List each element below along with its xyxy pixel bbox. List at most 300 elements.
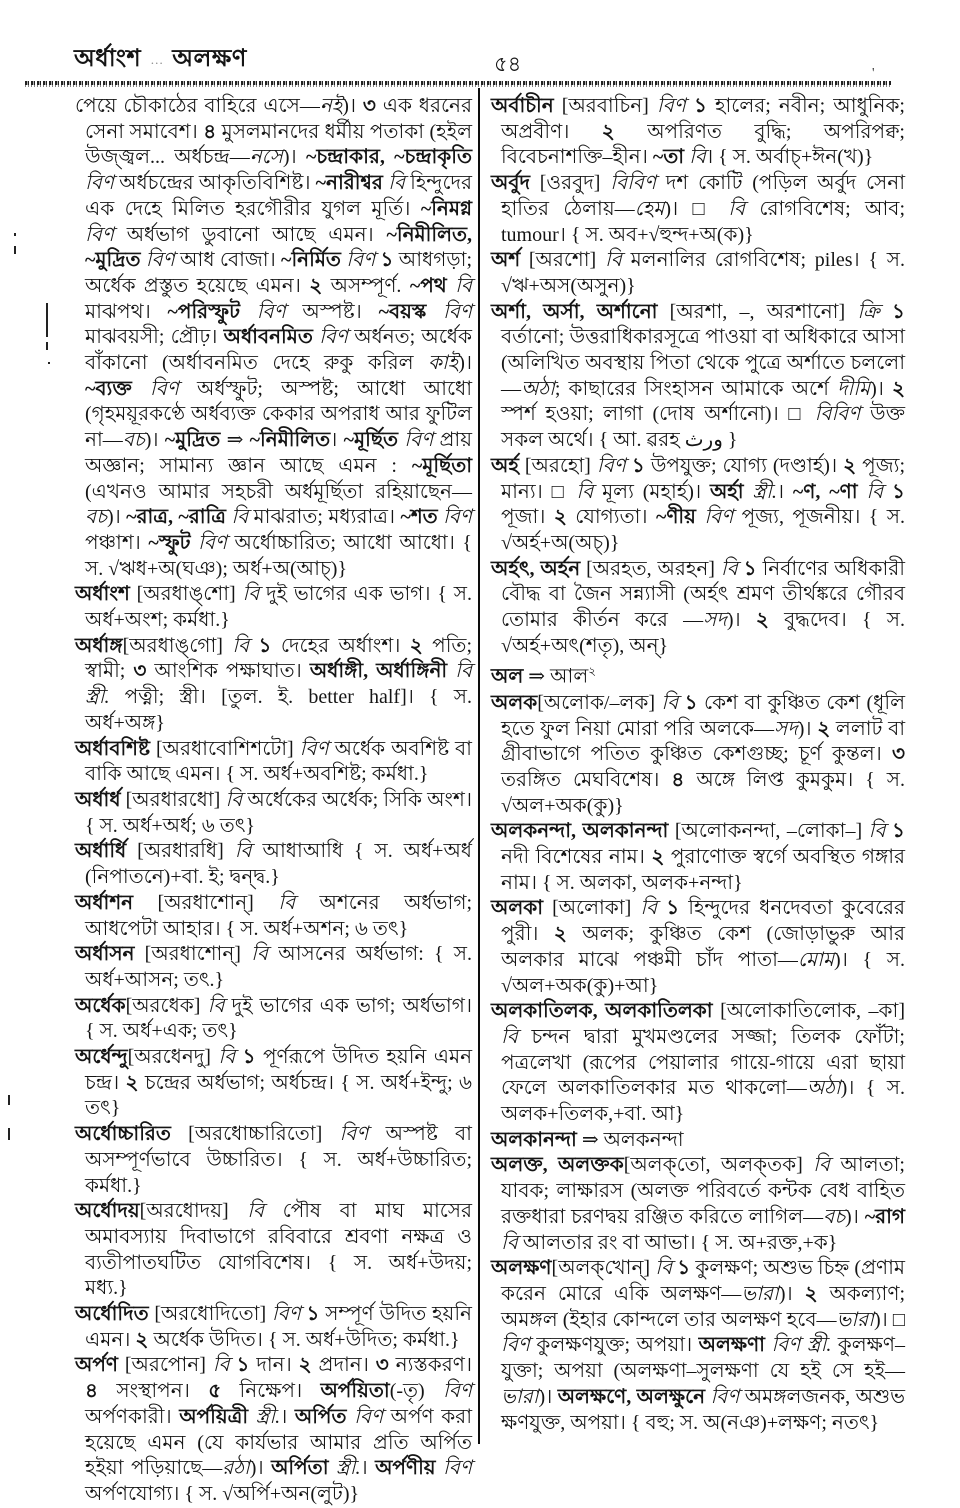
column-right [491,94,905,1436]
entry-text: )। [797,717,818,740]
entry-text: অর্পিতা [271,1457,329,1480]
entry-text: অর্পয়িত্রী [179,1405,249,1428]
entry-text: স্ত্রী. [248,1405,281,1428]
entry-text: ~শত [400,506,438,529]
entry-text: অর্ধোচ্চারিত; আধো আধো। { স. √ঋধ+অ(ঘঞ); অর্ধ+অ(আচ্)} [85,531,472,580]
dictionary-entry [75,1045,472,1122]
entry-text: অর্ধাঙ্গী, অর্ধাঙ্গিনী [309,660,448,683]
entry-text: বিণ [140,249,175,272]
entry-text: বিণ [435,1457,472,1480]
entry-text: বচ [823,1205,846,1228]
entry-text: নসে [249,146,283,169]
entry-text: বি [234,840,252,863]
headword: অর্ধেন্দু [75,1046,128,1069]
entry-text: বি [640,897,658,920]
entry-text: দেহের অর্ধাংশ। [271,634,410,657]
dictionary-entry [75,737,472,788]
entry-text: [অরধোদিতো] [148,1303,272,1326]
headword: অলক্ত, অলক্তক [491,1154,624,1177]
entry-text: অর্ধনত; অর্ধেক বাঁকানো (অর্ধাবনমিত দেহে রুকু করিল [85,326,472,375]
scan-artifact [8,1095,10,1105]
entry-text: বি [684,146,706,169]
entry-text: উপযুক্ত; যোগ্য (দণ্ডার্হ)। [644,454,844,477]
entry-text: (-তৃ) [389,1380,444,1403]
entry-text: বিণ [131,377,179,400]
headword: অর্ধার্ধ [75,788,121,811]
scan-artifact [8,1128,10,1140]
entry-text: [অরশা, –, অরশানো] [657,300,858,323]
entry-text: অর্পণকারী। [85,1405,180,1428]
entry-text: । [776,480,793,503]
entry-text: । [360,1457,376,1480]
entry-text: বি [720,557,738,580]
headword: অর্হৎ, অর্হন [491,557,581,580]
entry-text: অর্পণ করা হয়েছে এমন (যে কার্যভার আমার প্রতি অর্পিত হইয়া পড়িয়াছে— [85,1405,472,1480]
entry-text: হেম [634,197,665,220]
entry-text: অর্পণযোগ্য। { স. √অর্পি+অন(লুট)} [85,1482,360,1505]
headword: অর্বুদ [491,172,530,195]
entry-text: [অরধাবোশিশটো] [150,737,300,760]
entry-text: ৫ [208,1380,222,1403]
entry-text: ১ [229,1354,250,1377]
column-divider [478,88,480,1444]
entry-text: )। [249,1457,272,1480]
entry-text: বি [251,943,268,966]
entry-text: বিণ [312,326,349,349]
entry-text: বিণ [346,1405,384,1428]
entry-text: মাঝবয়সী; প্রৌঢ়। [85,326,224,349]
entry-text: অস্পষ্ট। [285,300,379,323]
entry-text: ; কাছারের সিংহাসন আমাকে অর্শে [554,377,838,400]
headword: অলকাতিলক, অলকাতিলকা [491,1000,713,1023]
entry-text: বি স্ত্রী. [85,660,472,709]
entry-text: বি [604,249,622,272]
entry-text: [অরহত, অরহন] [580,557,721,580]
entry-text: বর্তানো; উত্তরাধিকারসূত্রে পাওয়া বা অধিকারে আসা (অলিখিত অবস্থায় পিতা থেকে পুত্রে অর্শাতে চললো— [501,326,905,400]
entry-text: দুই ভাগের এক ভাগ; অর্ধভাগ। { স. অর্ধ+এক; তৎ} [85,994,472,1043]
entry-text: ~রাগ [864,1205,905,1228]
entry-text: বিণ [85,223,114,246]
entry-text: বি [501,1231,518,1254]
entry-text: বিণ [596,454,626,477]
entry-text: ১ [883,480,905,503]
dictionary-entry [75,1199,472,1302]
entry-text: ২ [891,377,905,400]
entry-text: বি [278,891,296,914]
entry-text: ~ব্যক্ত [85,377,132,400]
entry-text: । { স. অর্বাচ্+ঈন(খ)} [705,146,874,169]
entry-text: )। [282,146,306,169]
dictionary-entry [491,999,905,1128]
scan-artifact [46,342,48,350]
entry-text: অলক; কুঞ্চিত কেশ (জোড়াভুরু আর অলকার মাঝে পঞ্চমী চাঁদ পাতা— [501,923,905,971]
scan-artifact [46,303,48,337]
entry-text: ভারা [501,1385,539,1408]
entry-text: মলনালির রোগবিশেষ; piles। { স. √ঋ+অস(অসুন)} [501,249,905,297]
entry-text: দান। [249,1354,299,1377]
entry-text: যোগ্যতা। [566,506,656,529]
entry-text: বিণ [437,506,473,529]
entry-text: ~মুদ্রিত [164,429,221,452]
entry-text: ~বয়স্ক [378,300,427,323]
entry-text: ১ [672,1257,691,1280]
headword: অলক্ষণ [491,1257,552,1280]
entry-text: বি [242,583,260,606]
scan-artifact [14,233,16,236]
entry-text: সম্পূর্ণ উদিত হয়নি এমন। [85,1303,472,1351]
entry-text: বি [857,480,884,503]
entry-text: বিণ [340,249,376,272]
entry-text: পত্নী; স্ত্রী। [তুল. ই. better half]। { স. অর্ধ+অঙ্গ} [85,686,472,734]
entry-text: বি [813,1154,830,1177]
entry-text: বিণ [271,1303,301,1326]
entry-text: আধ বোজা। [174,249,282,272]
entry-text: কেশ বা কুঞ্চিত কেশ (ধূলি হতে ফুল নিয়া মোরা পরি অলকে— [501,691,905,740]
entry-text: ১ [249,634,272,657]
entry-text: ⇒ [220,429,250,452]
entry-text: পেয়ে চৌকাঠের বাহিরে এসে— [75,95,320,117]
entry-text: অপরিণত বুদ্ধি; অপরিপক্ব; বিবেচনাশক্তি–হীন। [501,120,905,169]
entry-text: অকল্যাণ; অমঙ্গল (ইহার কোন্দলে তার অলক্ষণ হবে— [501,1283,906,1331]
guide-words [74,40,247,80]
scan-artifact [14,246,16,254]
entry-text: ২ [804,1283,818,1305]
entry-text: হিন্দুদের এক দেহে মিলিত হরগৌরীর যুগল মূর্তি। [85,172,472,220]
entry-text: অর্পিত [294,1405,347,1428]
entry-text: [অরধেক] [125,994,208,1017]
entry-text: মুসলমানদের ধর্মীয় পতাকা (হইল উজ্জ্বল... অর্ধচন্দ্র— [85,120,472,169]
entry-text: বচ [122,429,145,452]
entry-text: স্পর্শ হওয়া; লাগা (দোষ অর্শানো)। □ [501,403,815,426]
entry-text: ~মূর্ছিত [343,429,398,452]
entry-text: [অরধাঙ্‌গো] [122,634,233,657]
headword: অর্বাচীন [491,95,554,117]
entry-text: এক ধরনের সেনা সমাবেশ। [85,95,472,143]
dictionary-entry [75,942,472,993]
entry-text: সদ [774,717,798,740]
entry-text: [অলোকনন্দা, –লোকা–] [668,820,869,843]
entry-text: ৪ [671,768,685,791]
headword: অলকানন্দা [491,1128,577,1151]
entry-text: অলক্ষণে, অলক্ষুনে [557,1385,706,1408]
entry-text: আলতা; যাবক; লাক্ষারস (অলক্ত পরিবর্তে কন্টক বেধ বাহিত রক্তধারা চরণদ্বয় রঞ্জিত করিতে লাগিল— [501,1154,905,1228]
entry-text: ১ [737,557,757,580]
headword: অর্ধাংশ [75,583,130,606]
entry-text: বিণ [501,1334,530,1357]
entry-text: কুলক্ষণযুক্ত; অপয়া। [529,1334,699,1357]
headword: অর্হ [491,454,519,477]
headword: অর্ধাবশিষ্ট [75,737,151,760]
entry-text: ২ [298,1354,312,1377]
entry-text: চন্দন দ্বারা মুখমণ্ডলের সজ্জা; তিলক ফোঁটা; পত্রলেখা (রূপের পেয়ালার গায়ে-গায়ে এরা ছায়া ফেলে অলকাতিলকার মত থাকলো— [501,1025,905,1100]
entry-text: কাই [427,352,459,375]
entry-text: বিবিণ [814,403,861,426]
entry-text: [অরধাঙ্‌শো] [129,583,243,606]
entry-text: অলক্ষণা [698,1334,765,1357]
entry-text: [অলোক/–লক] [537,691,662,714]
entry-text: )। [342,95,363,117]
entry-text: ৩ [375,1354,389,1377]
entry-text: ৩ [362,95,376,117]
entry-text: ৩ [891,743,905,766]
entry-text: দুই ভাগের এক ভাগ। { স. অর্ধ+অংশ; কর্মধা.} [85,583,472,632]
entry-text: বিণ [190,531,227,554]
entry-text: বুদ্ধদেব। { স. √অর্হ+অৎ(শতৃ), অন্} [501,609,906,657]
headword: অর্ধোদিত [75,1303,149,1326]
entry-text: ~মূর্ছিতা [411,454,472,477]
entry-text: পুরাণোক্ত স্বর্গে অবস্থিত গঙ্গার নাম। { স. অলকা, অলক+নন্দা} [501,846,905,894]
entry-text: বি [212,1354,230,1377]
entry-text: ~নিমীলিত [249,429,331,452]
entry-text: ২ [843,454,857,477]
entry-text: ভারা [741,1283,779,1305]
entry-text: বি [446,274,472,297]
entry-text: আংশিক পক্ষাঘাত। [146,660,310,683]
dictionary-entry [491,1256,905,1436]
dictionary-entry [75,94,472,582]
entry-text: নদী বিশেষের নাম। [501,846,652,869]
dictionary-entry [491,1128,905,1154]
entry-text: ৩ [133,660,147,683]
entry-text: বি [225,788,243,811]
entry-text: বিণ [705,1385,740,1408]
entry-text: নির্বাণের অধিকারী বৌদ্ধ বা জৈন সন্ন্যাসী (অর্হৎ শ্রমণ তীর্থঙ্করে গৌরব তোমার কীর্তন করে — [501,557,905,632]
entry-text: অমঙ্গলজনক, অশুভ ক্ষণযুক্ত, অপয়া। { বহু; স. অ(নঞ)+লক্ষণ; নতৎ} [501,1385,906,1434]
entry-text: পঞ্চাশ। [85,531,149,554]
entry-text: অর্পয়িতা [320,1380,390,1403]
entry-text: ~নিমীলিত, ~মুদ্রিত [85,223,472,272]
entry-text: বি [576,480,594,503]
entry-text: বি [225,506,249,529]
entry-text: সদ [703,609,727,632]
entry-text: ১ [235,1046,256,1069]
dictionary-entry [75,634,472,737]
dictionary-entry [491,94,905,171]
headword: অর্ধেক [75,994,126,1017]
entry-text: ~রাত্র, ~রাত্রি [126,506,226,529]
dictionary-entry [75,1353,472,1507]
entry-text: ১ [300,1303,320,1326]
entry-text: । [330,429,344,452]
entry-text: বচ [85,506,107,529]
entry-text: ~ণ, ~ণা [792,480,858,503]
headword: অর্শ [491,249,521,272]
entry-text: [অলক্‌খোন্] [551,1257,656,1280]
entry-text: বি [207,994,225,1017]
entry-text: অর্ধেক উদিত। { স. অর্ধ+উদিত; কর্মধা.} [148,1328,460,1351]
entry-text: স্ত্রী. [743,480,777,503]
entry-text: অর্ধভাগ ডুবানো আছে এমন। [113,223,387,246]
entry-text: ২ [135,1328,149,1351]
entry-text: অর্ধেক অবশিষ্ট বা বাকি আছে এমন। { স. অর্ধ+অবশিষ্ট; কর্মধা.} [85,737,472,786]
entry-text: [অলোকা] [543,897,641,920]
entry-text: ১ [657,897,680,920]
guide-word-last: অলক্ষণ [172,46,247,72]
entry-text: [অরশো] [520,249,605,272]
entry-text: ২ [588,664,597,679]
entry-text: ২ [553,506,567,529]
entry-text: বিণ [85,172,114,195]
entry-text: বি [728,197,746,220]
entry-text: আসনের অর্ধভাগ: { স. অর্ধ+আসন; তৎ.} [85,943,472,991]
headword: অর্ধোচ্চারিত [75,1123,171,1146]
entry-text: [অরধোচ্চারিতো] [170,1123,340,1146]
entry-text: বিণ [443,1380,472,1403]
entry-text: বি [661,691,679,714]
dictionary-entry [491,1153,905,1256]
entry-text: বি [232,634,250,657]
entry-text: [অরধাশোন্] [133,891,279,914]
entry-text: কুলক্ষণ–যুক্তা; অপয়া (অলক্ষণা–সুলক্ষণা যে হই সে হই— [501,1334,905,1383]
entry-text: দীমি [837,377,871,400]
entry-text: ~পথ [409,274,447,297]
entry-text: ⇒ আল [523,666,589,689]
entry-text: অর্ধেকের অর্ধেক; সিকি অংশ। { স. অর্ধ+অর্ধ; ৬ তৎ} [85,788,472,837]
headword: অর্ধাসন [75,943,135,966]
entry-text: [অরধারধি] [126,840,235,863]
dictionary-entry [75,582,472,633]
entry-text: ১ [879,300,905,323]
entry-text: অঠা [521,377,555,400]
entry-text: অসম্পূর্ণ. [322,274,410,297]
entry-text: রঠা [222,1457,250,1480]
entry-text: সংস্থাপন। [97,1380,209,1403]
entry-text: )। [845,1205,865,1228]
entry-text: ~স্ফুট [148,531,191,554]
entry-text: ২ [309,274,323,297]
entry-text: । [280,1405,295,1428]
entry-text: [অরহো] [518,454,597,477]
entry-text: হিন্দুদের ধনদেবতা কুবেরের পুরী। [501,897,905,946]
headword: অল [491,666,524,689]
entry-text: ২ [755,609,769,632]
entry-text: বিণ [695,506,734,529]
page-header [74,40,904,76]
entry-text: বি [868,820,886,843]
entry-text: রোগবিশেষ; আব; tumour। { স. অব+√হুন্দ+অ(ক)} [501,197,905,246]
entry-text: বিণ [299,737,329,760]
entry-text: ন্যস্তকরণ। [388,1354,473,1377]
headword: অলকনন্দা, অলকানন্দা [491,820,669,843]
entry-text: নিক্ষেপ। [221,1380,321,1403]
ornament-rule [25,81,891,87]
dictionary-entry [491,300,905,454]
dictionary-entry [491,691,905,820]
entry-text: [অরধাশোন্] [134,943,252,966]
dictionary-entry [75,994,472,1045]
entry-text: নই [319,95,343,117]
headword: অলক [491,691,538,714]
entry-text: উক্ত সকল অর্থে। { আ. ৱরহ ورث } [501,403,905,452]
entry-text: )। □ [873,1308,905,1331]
headword: অর্ধাঙ্গ [75,634,123,657]
entry-text: স্ত্রী. [328,1457,361,1480]
entry-text: বিণ [239,300,286,323]
entry-text: ৪ [203,120,217,143]
guide-word-separator: … [150,52,164,67]
entry-text: বি [655,1257,673,1280]
entry-text: [অরধারধো] [120,788,226,811]
entry-text: ~ণীয় [655,506,696,529]
entry-text: পূজ্য, পূজনীয়। { স. √অর্হ+অ(অচ্)} [501,506,905,554]
entry-text: অঙ্গে লিপ্ত কুমকুম। { স. √অল+অক(কু)} [501,768,905,817]
entry-text: [অলক্‌তো, অলক্‌তক] [623,1154,814,1177]
entry-text: মাঝপথ। [85,300,168,323]
entry-text: কুলক্ষণ; অশুভ চিহ্ন (প্রণাম করেন মোরে একি অলক্ষণ— [501,1257,906,1305]
entry-text: প্রদান। [311,1354,376,1377]
entry-text: ১ [885,820,905,843]
entry-text: ~নিমগ্ন [420,197,472,220]
entry-text: অর্ধস্ফুট; অস্পষ্ট; আধো আধো (গৃহময়ূরকণ্ঠে অর্ধব্যক্ত কেকার অপরাধ আর ফুটিল না— [85,377,472,452]
dictionary-entry [491,248,905,299]
entry-text: [অরপোন] [118,1354,213,1377]
entry-text: ২ [651,846,665,869]
entry-text: )। [538,1385,558,1408]
entry-text: )। [778,1283,805,1305]
entry-text: ~চন্দ্রাকার, ~চন্দ্রাকৃতি [305,146,473,169]
entry-text: পূজা। [501,506,554,529]
entry-text: ২ [409,634,423,657]
entry-text: অর্পণীয় [375,1457,436,1480]
entry-text: [অলোকাতিলোক, –কা] [712,1000,905,1023]
dictionary-entry [75,891,472,942]
entry-text: দশ কোটি (পড়িল অর্বুদ সেনা হাতির ঠেলায়— [501,172,906,220]
entry-text: বি [247,1200,265,1223]
entry-text: [ওরবুদ] [529,172,611,195]
entry-text: পূর্ণরূপে উদিত হয়নি এমন চন্দ্র। [85,1046,473,1094]
dictionary-entry [75,1122,472,1199]
entry-text: ~পরিস্ফুট [167,300,240,323]
dictionary-entry [491,557,905,660]
entry-text: আধগড়া; অর্ধেক প্রস্তুত হয়েছে এমন। [85,249,473,297]
column-left [75,94,472,1508]
entry-text: পতি; স্বামী; [85,634,472,683]
entry-text: মূল্য (মহার্হ)। [593,480,710,503]
entry-text: ১ [685,95,707,117]
entry-text: ক্রি [857,300,880,323]
entry-text: (এখনও আমার সহচরী অর্ধমূর্ছিতা রহিয়াছেন— [85,480,472,503]
entry-text: পূজ্য; মান্য। □ [501,454,905,503]
entry-text: )। [726,609,756,632]
entry-text: ২ [553,923,567,946]
entry-text: )। [458,352,472,375]
headword: অর্পণ [75,1354,118,1377]
entry-text: মাঝরাত; মধ্যরাত্র। [248,506,401,529]
entry-text: মোম [797,948,835,971]
dictionary-entry [491,659,905,690]
entry-text: হালের; নবীন; আধুনিক; অপ্রবীণ। [501,95,905,143]
dictionary-entry [75,839,472,890]
dictionary-entry [491,171,905,248]
entry-text: বি [501,1025,518,1048]
entry-text: ২ [125,1071,139,1094]
entry-text: আধাআধি { স. অর্ধ+অর্ধ (নিপাতনে)+বা. ই; দ্বন্দ্ব.} [85,840,472,889]
entry-text: ~নির্মিত [281,249,341,272]
entry-text: [অরধোদয়] [139,1200,248,1223]
entry-text: বিণ [339,1123,369,1146]
entry-text: বি [218,1046,236,1069]
corner-scan-mark: ' [872,66,875,81]
entry-text: বিণ স্ত্রী. [764,1334,832,1357]
entry-text: [অরধেনদু] [127,1046,219,1069]
entry-text: )। □ [664,197,729,220]
entry-text: অর্ধচন্দ্রের আকৃতিবিশিষ্ট। [113,172,316,195]
entry-text: বিণ [397,429,434,452]
entry-text: প্রায় অজ্ঞান; সামান্য জ্ঞান আছে এমন : [85,429,472,477]
headword: অর্ধার্ধি [75,840,127,863]
entry-text: ১ [625,454,645,477]
entry-text: ১ [375,249,394,272]
